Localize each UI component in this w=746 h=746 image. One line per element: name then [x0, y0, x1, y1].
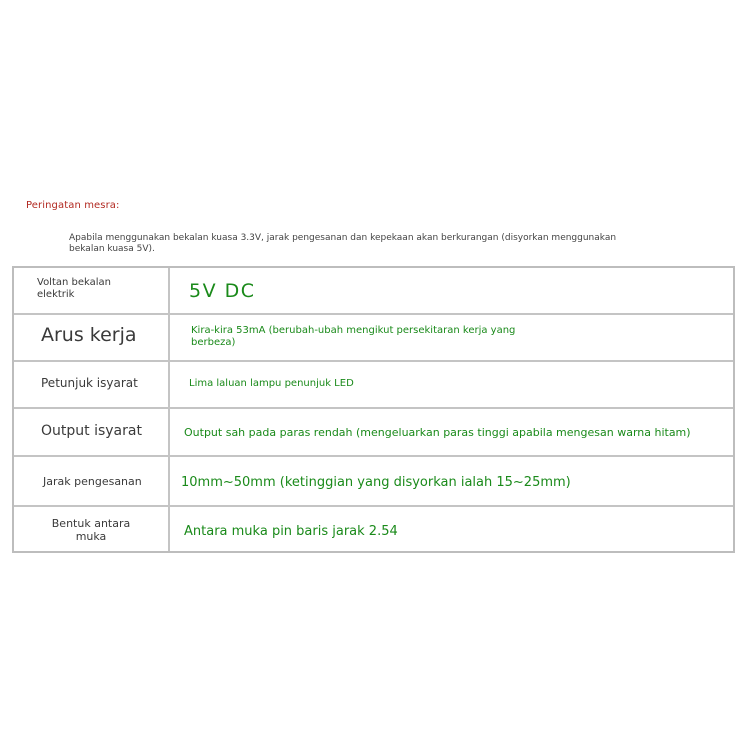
spec-value: Kira-kira 53mA (berubah-ubah mengikut persekitaran kerja yang berbeza)	[191, 325, 516, 348]
spec-label: Bentuk antara muka	[51, 517, 131, 543]
spec-label: Jarak pengesanan	[43, 475, 142, 488]
spec-row-interface	[14, 507, 733, 553]
warning-title: Peringatan mesra:	[26, 200, 120, 211]
spec-value: Antara muka pin baris jarak 2.54	[184, 524, 398, 539]
warning-text: Apabila menggunakan bekalan kuasa 3.3V, jarak pengesanan dan kepekaan akan berkurangan (disyorkan menggunakan bekalan kuasa 5V).	[69, 233, 617, 254]
spec-value: Lima laluan lampu penunjuk LED	[189, 378, 354, 389]
spec-label: Arus kerja	[41, 324, 137, 346]
spec-label: Output isyarat	[41, 423, 142, 439]
spec-row-supply-voltage	[14, 268, 733, 313]
spec-row-signal-output	[14, 409, 733, 455]
spec-value: Output sah pada paras rendah (mengeluarkan paras tinggi apabila mengesan warna hitam)	[184, 426, 691, 439]
spec-label: Voltan bekalan elektrik	[37, 277, 112, 300]
spec-table	[12, 266, 735, 553]
spec-row-working-current	[14, 315, 733, 360]
spec-row-detection-distance	[14, 457, 733, 505]
spec-row-signal-indicator	[14, 362, 733, 407]
spec-value: 10mm~50mm (ketinggian yang disyorkan ialah 15~25mm)	[181, 475, 571, 490]
spec-value: 5V DC	[189, 280, 256, 302]
spec-label: Petunjuk isyarat	[41, 376, 138, 390]
